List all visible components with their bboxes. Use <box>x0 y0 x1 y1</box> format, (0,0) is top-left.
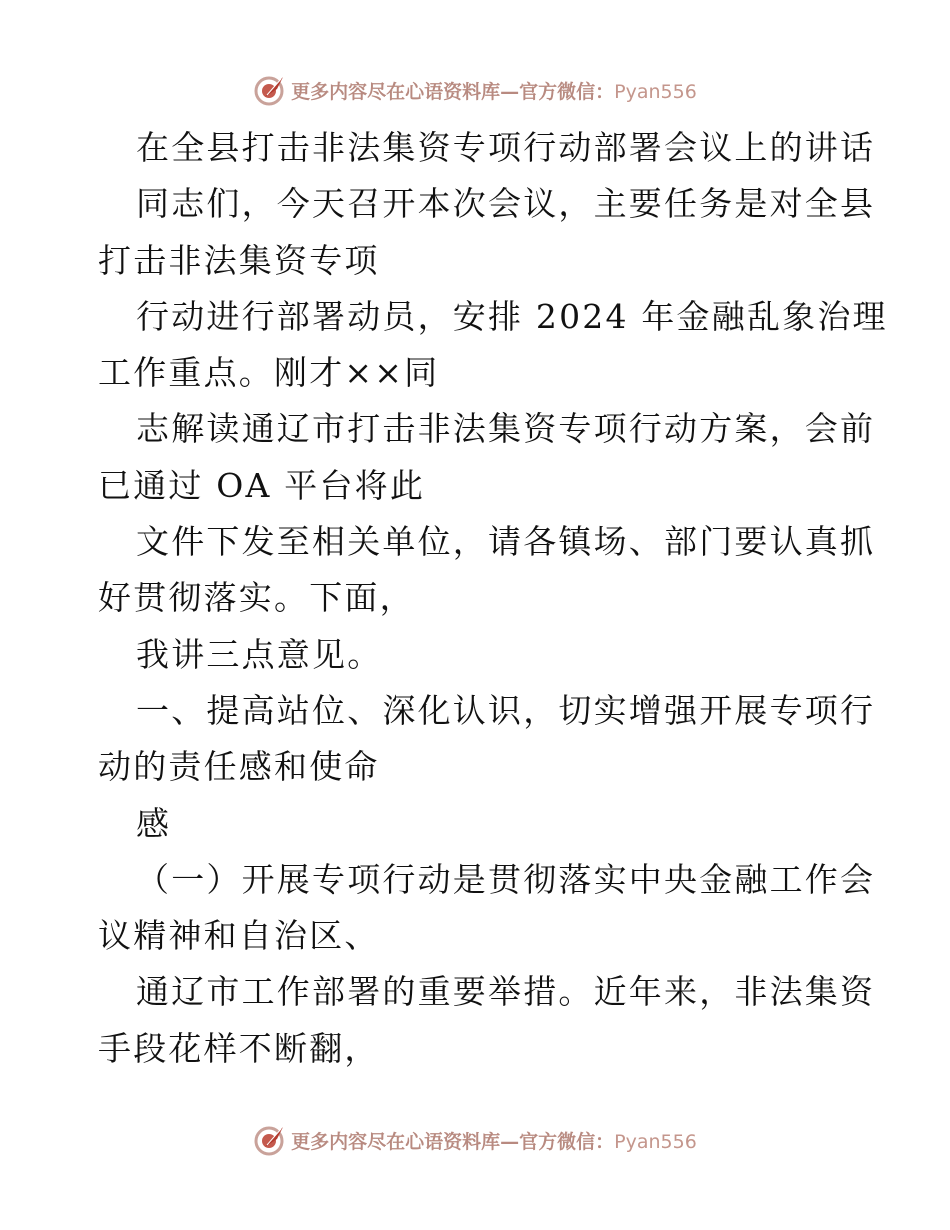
doc-line: 动的责任感和使命 <box>98 747 380 787</box>
document-body <box>98 120 888 1077</box>
doc-line: 在全县打击非法集资专项行动部署会议上的讲话 <box>136 128 876 167</box>
quill-logo-icon <box>253 73 287 107</box>
doc-line: 行动进行部署动员，安排 2024 年金融乱象治理 <box>136 296 888 336</box>
doc-line: （一）开展专项行动是贯彻落实中央金融工作会 <box>136 859 876 899</box>
doc-line: 通辽市工作部署的重要举措。近年来，非法集资 <box>136 972 876 1012</box>
watermark-text: 更多内容尽在心语资料库—官方微信：Pyan556 <box>291 80 697 103</box>
quill-logo-icon <box>253 1123 287 1157</box>
doc-line: 同志们，今天召开本次会议，主要任务是对全县 <box>136 184 876 224</box>
watermark-text: 更多内容尽在心语资料库—官方微信：Pyan556 <box>291 1130 697 1153</box>
doc-line: 感 <box>136 803 172 843</box>
doc-line: 打击非法集资专项 <box>98 240 380 280</box>
doc-line: 文件下发至相关单位，请各镇场、部门要认真抓 <box>136 522 876 562</box>
doc-line: 工作重点。刚才××同 <box>98 353 440 393</box>
footer-watermark <box>0 1120 950 1160</box>
doc-line: 我讲三点意见。 <box>136 634 383 674</box>
doc-line: 议精神和自治区、 <box>98 916 380 956</box>
doc-line: 志解读通辽市打击非法集资专项行动方案，会前 <box>136 409 876 449</box>
doc-line: 一、提高站位、深化认识，切实增强开展专项行 <box>136 690 876 730</box>
header-watermark <box>0 70 950 110</box>
doc-line: 手段花样不断翻， <box>98 1028 380 1068</box>
doc-line: 好贯彻落实。下面， <box>98 578 415 618</box>
doc-line: 已通过 OA 平台将此 <box>98 465 426 505</box>
